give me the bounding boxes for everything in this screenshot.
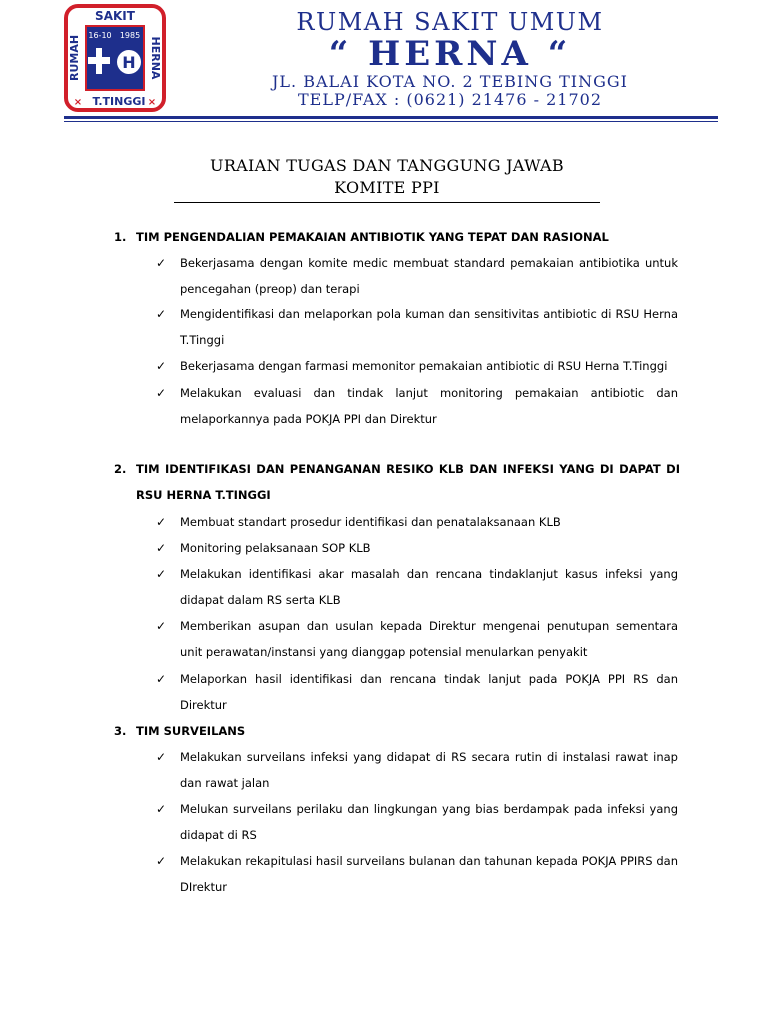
list-item-text: Membuat standart prosedur identifikasi dan penatalaksanaan KLB [180, 515, 561, 529]
section-heading-3 [114, 718, 680, 744]
checkmark-icon: ✓ [156, 386, 167, 400]
hospital-type: RUMAH SAKIT UMUM [296, 8, 604, 36]
logo-top-text: SAKIT [95, 9, 135, 23]
logo-bottom-text: T.TINGGI [92, 95, 146, 108]
checkmark-icon: ✓ [156, 802, 167, 816]
logo-date-right: 1985 [119, 31, 141, 40]
list-item [156, 509, 678, 535]
document-subtitle: KOMITE PPI [334, 178, 440, 197]
list-item-text: Mengidentifikasi dan melaporkan pola kuman dan sensitivitas antibiotic di RSU Herna T.Tinggi [180, 307, 678, 347]
list-item [156, 535, 678, 561]
list-item [156, 380, 678, 432]
checkmark-icon: ✓ [156, 854, 167, 868]
list-item-text: Melaporkan hasil identifikasi dan rencana tindak lanjut pada POKJA PPI RS dan Direktur [180, 672, 678, 712]
checkmark-icon: ✓ [156, 619, 167, 633]
list-item-text: Melakukan rekapitulasi hasil surveilans bulanan dan tahunan kepada POKJA PPIRS dan DIrektur [180, 854, 678, 894]
list-item [156, 796, 678, 848]
logo-left-text: RUMAH [68, 34, 81, 82]
header-divider-thick [64, 116, 718, 119]
title-underline [174, 202, 600, 203]
list-item [156, 613, 678, 665]
logo-center-letter: H [122, 53, 136, 72]
section-title: TIM IDENTIFIKASI DAN PENANGANAN RESIKO KLB DAN INFEKSI YANG DI DAPAT DI RSU HERNA T.TINGGI [136, 462, 680, 502]
list-item [156, 561, 678, 613]
hospital-logo [64, 4, 166, 112]
list-item-text: Melakukan evaluasi dan tindak lanjut monitoring pemakaian antibiotic dan melaporkannya pada POKJA PPI dan Direktur [180, 386, 678, 426]
checkmark-icon: ✓ [156, 359, 167, 373]
logo-date-left: 16-10 [88, 31, 112, 40]
section-heading-1 [114, 224, 680, 250]
section-number: 1. [114, 230, 127, 244]
checkmark-icon: ✓ [156, 541, 167, 555]
list-item [156, 301, 678, 353]
section-heading-2 [114, 456, 680, 508]
hospital-name: “ HERNA “ [328, 34, 572, 74]
list-item [156, 744, 678, 796]
section-number: 3. [114, 724, 127, 738]
checkmark-icon: ✓ [156, 256, 167, 270]
list-item-text: Bekerjasama dengan komite medic membuat standard pemakaian antibiotika untuk pencegahan (preop) dan terapi [180, 256, 678, 296]
list-item-text: Melakukan identifikasi akar masalah dan rencana tindaklanjut kasus infeksi yang didapat dalam RS serta KLB [180, 567, 678, 607]
logo-cross-mark-icon: × [147, 97, 157, 108]
document-title: URAIAN TUGAS DAN TANGGUNG JAWAB [210, 156, 564, 175]
hospital-address: JL. BALAI KOTA NO. 2 TEBING TINGGI [272, 72, 628, 91]
header-divider-thin [64, 121, 718, 122]
hospital-phone: TELP/FAX : (0621) 21476 - 21702 [297, 90, 602, 109]
checkmark-icon: ✓ [156, 307, 167, 321]
section-title: TIM PENGENDALIAN PEMAKAIAN ANTIBIOTIK YANG TEPAT DAN RASIONAL [136, 230, 609, 244]
checkmark-icon: ✓ [156, 750, 167, 764]
list-item-text: Monitoring pelaksanaan SOP KLB [180, 541, 371, 555]
list-item-text: Melukan surveilans perilaku dan lingkungan yang bias berdampak pada infeksi yang didapat di RS [180, 802, 678, 842]
logo-right-text: HERNA [149, 36, 162, 80]
list-item [156, 848, 678, 900]
section-number: 2. [114, 462, 127, 476]
list-item [156, 250, 678, 302]
list-item-text: Memberikan asupan dan usulan kepada Direktur mengenai penutupan sementara unit perawatan/instansi yang dianggap potensial menularkan penyakit [180, 619, 678, 659]
list-item-text: Melakukan surveilans infeksi yang didapat di RS secara rutin di instalasi rawat inap dan rawat jalan [180, 750, 678, 790]
checkmark-icon: ✓ [156, 567, 167, 581]
checkmark-icon: ✓ [156, 672, 167, 686]
checkmark-icon: ✓ [156, 515, 167, 529]
list-item-text: Bekerjasama dengan farmasi memonitor pemakaian antibiotic di RSU Herna T.Tinggi [180, 359, 668, 373]
list-item [156, 353, 678, 379]
section-title: TIM SURVEILANS [136, 724, 246, 738]
logo-cross-mark-icon: × [73, 97, 83, 108]
list-item [156, 666, 678, 718]
